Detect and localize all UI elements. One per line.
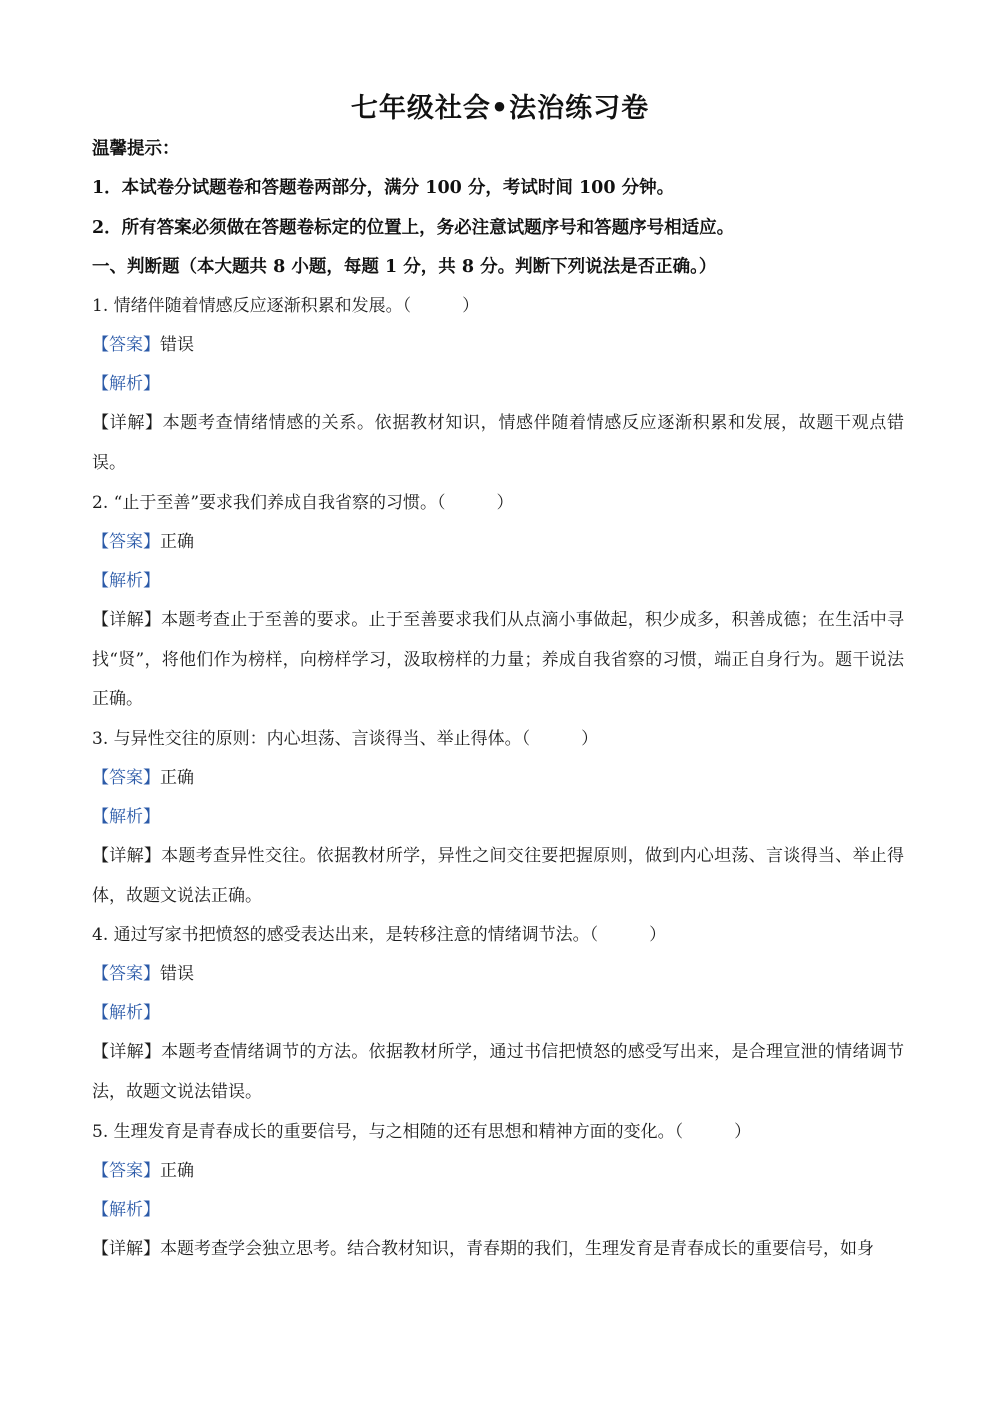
question-2-detail (92, 601, 904, 720)
question-1-analysis-tag: 【解析】 (92, 374, 160, 394)
question-4-analysis-tag: 【解析】 (92, 1003, 160, 1023)
question-1-detail (92, 404, 904, 483)
question-5-detail (92, 1230, 904, 1270)
detail-text: 本题考查异性交往。依据教材所学，异性之间交往要把握原则，做到内心坦荡、言谈得当、举止得体，故题文说法正确。 (92, 846, 905, 906)
detail-text: 本题考查情绪调节的方法。依据教材所学，通过书信把愤怒的感受写出来，是合理宣泄的情绪调节法，故题文说法错误。 (92, 1042, 905, 1102)
detail-text: 本题考查止于至善的要求。止于至善要求我们从点滴小事做起，积少成多，积善成德；在生活中寻找“贤”，将他们作为榜样，向榜样学习，汲取榜样的力量；养成自我省察的习惯，端正自身行为。题干说法正确。 (92, 610, 905, 709)
answer-value: 错误 (160, 964, 194, 984)
detail-tag: 【详解】 (92, 1042, 162, 1062)
answer-value: 正确 (160, 768, 194, 788)
answer-value: 错误 (160, 335, 194, 355)
question-4-answer (92, 961, 912, 987)
question-4-detail (92, 1033, 904, 1112)
answer-tag: 【答案】 (92, 335, 160, 355)
answer-tag: 【答案】 (92, 964, 160, 984)
answer-tag: 【答案】 (92, 768, 160, 788)
notice-item-2: 2．所有答案必须做在答题卷标定的位置上，务必注意试题序号和答题序号相适应。 (92, 218, 735, 238)
notice-heading: 温馨提示： (92, 139, 180, 159)
question-3-detail (92, 837, 904, 916)
detail-text: 本题考查学会独立思考。结合教材知识，青春期的我们，生理发育是青春成长的重要信号，如身 (160, 1239, 874, 1259)
answer-value: 正确 (160, 532, 194, 552)
question-2-stem: 2. “止于至善”要求我们养成自我省察的习惯。（ ） (92, 493, 514, 513)
question-2-answer (92, 529, 912, 555)
question-5-stem: 5. 生理发育是青春成长的重要信号，与之相随的还有思想和精神方面的变化。（ ） (92, 1122, 752, 1142)
detail-text: 本题考查情绪情感的关系。依据教材知识，情感伴随着情感反应逐渐积累和发展，故题干观点错误。 (92, 413, 905, 473)
question-3-stem: 3. 与异性交往的原则：内心坦荡、言谈得当、举止得体。（ ） (92, 729, 599, 749)
question-1-answer (92, 332, 912, 358)
question-4-stem: 4. 通过写家书把愤怒的感受表达出来，是转移注意的情绪调节法。（ ） (92, 925, 667, 945)
notice-item-1: 1．本试卷分试题卷和答题卷两部分，满分 100 分，考试时间 100 分钟。 (92, 178, 675, 198)
detail-tag: 【详解】 (92, 413, 163, 433)
answer-value: 正确 (160, 1161, 194, 1181)
detail-tag: 【详解】 (92, 1239, 160, 1259)
page-title: 七年级社会•法治练习卷 (350, 93, 650, 124)
question-3-analysis-tag: 【解析】 (92, 807, 160, 827)
detail-tag: 【详解】 (92, 610, 162, 630)
section-heading: 一、判断题（本大题共 8 小题，每题 1 分，共 8 分。判断下列说法是否正确。） (92, 257, 717, 277)
question-5-answer (92, 1158, 912, 1184)
answer-tag: 【答案】 (92, 532, 160, 552)
answer-tag: 【答案】 (92, 1161, 160, 1181)
question-1-stem: 1. 情绪伴随着情感反应逐渐积累和发展。（ ） (92, 296, 480, 316)
question-3-answer (92, 765, 912, 791)
question-2-analysis-tag: 【解析】 (92, 571, 160, 591)
detail-tag: 【详解】 (92, 846, 162, 866)
question-5-analysis-tag: 【解析】 (92, 1200, 160, 1220)
